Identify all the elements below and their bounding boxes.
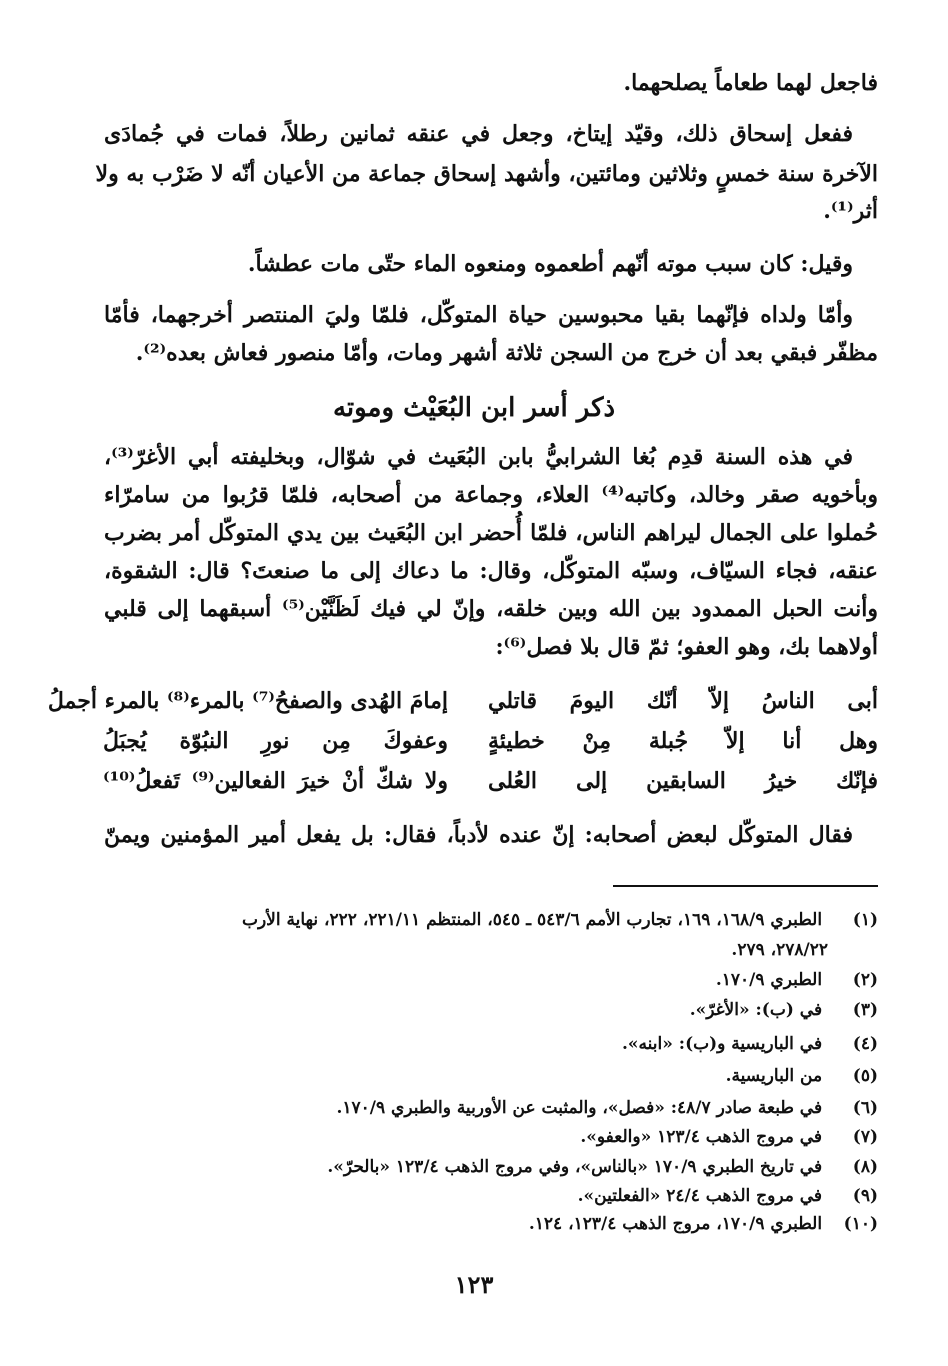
- section-line-2: وبأخويه صقر وخالد، وكاتبه⁽⁴⁾ العلاء، وجماعة من أصحابه، فلمّا قرُبوا من سامرّاء: [104, 482, 879, 508]
- footnote-text: في مروج الذهب ١٢٣/٤ «والعفو».: [580, 1127, 823, 1147]
- footnote-separator: [613, 885, 878, 887]
- footnote-5: [104, 1066, 878, 1086]
- body-line-5: وقيل: كان سبب موته أنّهم أطعموه ومنعوه الماء حتّى مات عطشاً.: [247, 251, 853, 277]
- footnote-3: [104, 1000, 878, 1020]
- footnote-10: [104, 1214, 878, 1234]
- footnote-number: (٧): [852, 1127, 878, 1147]
- footnote-number: (٥): [852, 1066, 878, 1086]
- page-number: ١٢٣: [454, 1270, 494, 1299]
- poem-verse-1-second-hemistich: إمامَ الهُدى والصفحُ⁽⁷⁾ بالمرء⁽⁸⁾ بالمرء أجملُ: [47, 688, 448, 714]
- body-line-2: ففعل إسحاق ذلك، وقيّد إيتاخ، وجعل في عنقه ثمانين رطلاً، فمات في جُمادَى: [104, 121, 853, 147]
- poem-verse-2-first-hemistich: وهل أنا إلاّ جُبلة مِنْ خطيئةٍ: [488, 728, 878, 754]
- body-line-6: وأمّا ولداه فإنّهما بقيا محبوسين حياة المتوكّل، فلمّا وليَ المنتصر أخرجهما، فأمّا: [104, 302, 853, 328]
- footnote-2: [104, 970, 878, 990]
- footnote-1-continuation: ٢٧٨/٢٢، ٢٧٩.: [731, 940, 828, 960]
- footnote-9: [104, 1186, 878, 1206]
- body-line-4: أثر⁽¹⁾.: [823, 198, 878, 224]
- footnote-text: في تاريخ الطبري ١٧٠/٩ «بالناس»، وفي مروج الذهب ١٢٣/٤ «بالحرّ».: [327, 1157, 823, 1177]
- section-line-4: عنقه، فجاء السيّاف، وسبّه المتوكّل، وقال: ما دعاك إلى ما صنعتَ؟ قال: الشقوة،: [104, 558, 878, 584]
- section-heading: ذكر أسر ابن البُعَيْث وموته: [332, 393, 616, 423]
- footnote-text: في مروج الذهب ٢٤/٤ «الفعلتين».: [577, 1186, 823, 1206]
- footnote-text: الطبري ١٧٠/٩، مروج الذهب ١٢٣/٤، ١٢٤.: [528, 1214, 823, 1234]
- footnote-text: في (ب): «الأغرّ».: [689, 1000, 823, 1020]
- body-line-7: مظفّر فبقي بعد أن خرج من السجن ثلاثة أشهر ومات، وأمّا منصور فعاش بعده⁽²⁾.: [135, 340, 878, 366]
- footnote-number: (١٠): [843, 1214, 878, 1234]
- section-line-6: أولاهما بك، وهو العفو؛ ثمّ قال بلا فصل⁽⁶⁾:: [495, 634, 878, 660]
- footnote-4: [104, 1034, 878, 1054]
- footnote-text: في طبعة صادر ٤٨/٧: «فصل»، والمثبت عن الأوربية والطبري ١٧٠/٩.: [336, 1098, 823, 1118]
- footnote-number: (٨): [852, 1157, 878, 1177]
- section-line-1: في هذه السنة قدِم بُغا الشرابيُّ بابن البُعَيث في شوّال، وبخليفته أبي الأغرّ⁽³⁾،: [104, 444, 853, 470]
- footnote-7: [104, 1127, 878, 1147]
- closing-line: فقال المتوكّل لبعض أصحابه: إنّ عنده لأدباً، فقال: بل يفعل أمير المؤمنين ويمنّ: [104, 822, 853, 848]
- footnote-text: من الباريسية.: [725, 1066, 823, 1086]
- footnote-text: الطبري ١٦٨/٩، ١٦٩، تجارب الأمم ٥٤٣/٦ ـ ٥٤٥، المنتظم ٢٢١/١١، ٢٢٢، نهاية الأرب: [241, 910, 823, 930]
- footnote-1: [104, 910, 878, 930]
- footnote-8: [104, 1157, 878, 1177]
- footnote-number: (١): [852, 910, 878, 930]
- footnote-number: (٢): [852, 970, 878, 990]
- poem-verse-3-second-hemistich: ولا شكّ أنْ خيرَ الفعالين⁽⁹⁾ تَفعلُ⁽¹⁰⁾: [103, 768, 448, 794]
- section-line-3: حُملوا على الجمال ليراهم الناس، فلمّا أُحضر ابن البُعَيث بين يدي المتوكّل أمر بضرب: [104, 520, 878, 546]
- poem-verse-1-first-hemistich: أبى الناسُ إلاّ أنّك اليومَ قاتلي: [488, 688, 878, 714]
- footnote-number: (٦): [852, 1098, 878, 1118]
- footnote-text: في الباريسية و(ب): «ابنه».: [622, 1034, 823, 1054]
- body-line-1: فاجعل لهما طعاماً يصلحهما.: [623, 70, 878, 96]
- footnote-number: (٣): [852, 1000, 878, 1020]
- poem-verse-3-first-hemistich: فإنّك خيرُ السابقين إلى العُلى: [488, 768, 878, 794]
- body-line-3: الآخرة سنة خمسٍ وثلاثين ومائتين، وأشهد إسحاق جماعة من الأعيان أنّه لا ضَرْب به ولا: [95, 161, 878, 187]
- section-line-5: وأنت الحبل الممدود بين الله وبين خلقه، وإنّ لي فيك لَظَنَّيْن⁽⁵⁾ أسبقهما إلى قلبي: [104, 596, 878, 622]
- footnote-number: (٤): [852, 1034, 878, 1054]
- poem-verse-2-second-hemistich: وعفوكَ مِن نورِ النبُوّة يُجبَلُ: [103, 728, 448, 754]
- footnote-6: [104, 1098, 878, 1118]
- footnote-number: (٩): [852, 1186, 878, 1206]
- footnote-text: الطبري ١٧٠/٩.: [715, 970, 823, 990]
